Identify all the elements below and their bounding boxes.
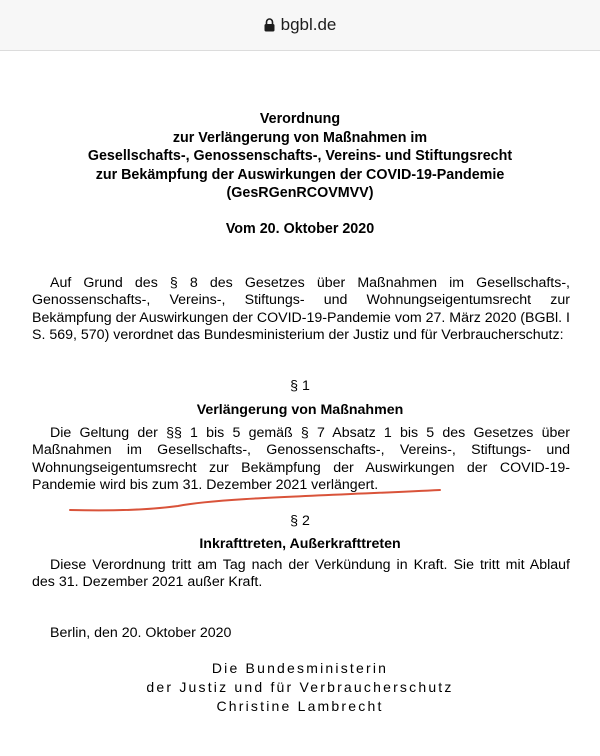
section-1-text: Die Geltung der §§ 1 bis 5 gemäß § 7 Absatz 1 bis 5 des Gesetzes über Maßnahmen im Gesellschafts-, Genossenschafts-, Vereins-, Stiftungs- und Wohnungseigentumsrecht zur Bekämpfung der Auswirkungen der COVID-19-Pandemie wird bis zum 31. Dezember 2021 verlängert.: [32, 425, 570, 494]
title-line-3: Gesellschafts-, Genossenschafts-, Vereins- und Stiftungsrecht: [87, 148, 513, 164]
section-1-title: Verlängerung von Maßnahmen: [196, 402, 404, 418]
section-2-text: Diese Verordnung tritt am Tag nach der Verkündung in Kraft. Sie tritt mit Ablauf des 31. Dezember 2021 außer Kraft.: [32, 557, 570, 591]
title-line-4: zur Bekämpfung der Auswirkungen der COVID-19-Pandemie: [95, 166, 505, 183]
signature-line-2: der Justiz und für Verbraucherschutz: [146, 679, 454, 695]
section-2-title: Inkrafttreten, Außerkrafttreten: [199, 536, 401, 552]
title-line-1: Verordnung: [259, 111, 341, 127]
section-1-number: § 1: [290, 378, 310, 394]
url-text: bgbl.de: [280, 15, 337, 34]
title-line-2: zur Verlängerung von Maßnahmen im: [172, 129, 428, 146]
place-date: Berlin, den 20. Oktober 2020: [50, 625, 232, 641]
section-2-number: § 2: [290, 513, 310, 529]
document-date: Vom 20. Oktober 2020: [225, 221, 375, 237]
preamble-paragraph: Auf Grund des § 8 des Gesetzes über Maßnahmen im Gesellschafts-, Genossenschafts-, Vereins-, Stiftungs- und Wohnungseigentumsrecht zur Bekämpfung der Auswirkungen der COVID-19-Pandemie vom 27. März 2020 (BGBl. I S. 569, 570) verordnet das Bundesministerium der Justiz und für Verbraucherschutz:: [32, 275, 570, 344]
highlight-underline: [68, 488, 448, 516]
signature-line-1: Die Bundesministerin: [211, 660, 389, 676]
signature-line-3: Christine Lambrecht: [216, 698, 384, 714]
title-line-5: (GesRGenRCOVMVV): [226, 185, 374, 201]
